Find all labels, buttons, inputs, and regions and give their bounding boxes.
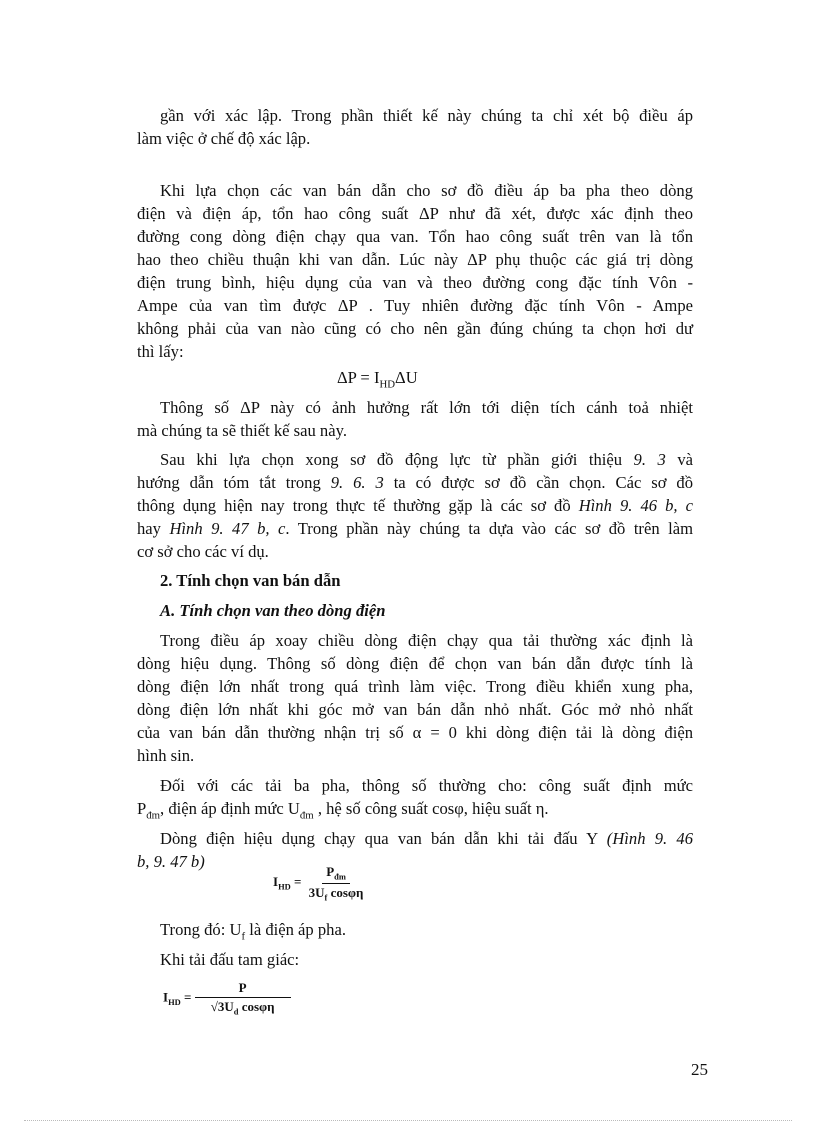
figure-reference: Hình 9. 46 b, c xyxy=(578,496,693,515)
formula-lhs: I xyxy=(273,874,279,890)
subsection-heading: A. Tính chọn van theo dòng điện xyxy=(160,601,386,620)
formula-rhs: ΔU xyxy=(395,368,418,387)
text-line: Trong điều áp xoay chiều dòng điện chạy qua tải thường xác định là xyxy=(160,631,693,650)
text-line: hao theo chiều thuận khi van dẫn. Lúc này ΔP phụ thuộc các giá trị dòng xyxy=(137,250,693,269)
text-line: điện và điện áp, tổn hao công suất ΔP như đã xét, được xác định theo xyxy=(137,204,693,223)
reference-link: 9. 6. 3 xyxy=(330,473,384,492)
section-heading: 2. Tính chọn van bán dẫn xyxy=(160,571,341,590)
text-line xyxy=(160,920,346,946)
text-line: làm việc ở chế độ xác lập. xyxy=(137,129,311,148)
fraction xyxy=(305,864,368,902)
subscript: đm xyxy=(146,809,161,822)
den-sub: d xyxy=(233,1006,239,1017)
text-line xyxy=(160,829,693,849)
den-rest: cosφη xyxy=(327,884,364,900)
text-span: Trong đó: U xyxy=(160,920,242,939)
text-span: Sau khi lựa chọn xong sơ đồ động lực từ phần giới thiệu xyxy=(160,450,623,469)
text-span: hay xyxy=(137,519,161,538)
text-span: . Trong phần này chúng ta dựa vào các sơ đồ trên làm xyxy=(285,519,693,538)
page-number: 25 xyxy=(691,1060,708,1079)
reference-link: 9. 3 xyxy=(633,450,666,469)
numerator xyxy=(322,864,350,884)
text-line: thì lấy: xyxy=(137,342,184,361)
numerator xyxy=(195,980,291,998)
text-line xyxy=(137,496,693,516)
text-span: P xyxy=(137,799,147,818)
den-rest: cosφη xyxy=(238,999,275,1014)
text-line xyxy=(137,473,693,493)
text-line: điện trung bình, hiệu dụng của van và theo đường cong đặc tính Vôn - xyxy=(137,273,693,292)
num-text: P xyxy=(238,980,247,995)
denominator xyxy=(207,998,279,1017)
text-line: của van bán dẫn thường nhận trị số α = 0 khi dòng điện tải là dòng điện xyxy=(137,723,693,742)
den-text: 3U xyxy=(308,884,325,900)
text-line: hình sin. xyxy=(137,746,195,765)
num-text: P xyxy=(326,864,335,879)
text-line: dòng hiệu dụng. Thông số dòng điện để chọn van bán dẫn được tính là xyxy=(137,654,693,673)
text-line: Đối với các tải ba pha, thông số thường cho: công suất định mức xyxy=(160,776,693,795)
formula-sub: HD xyxy=(278,881,291,892)
text-line: dòng điện lớn nhất khi góc mở van bán dẫn nhỏ nhất. Góc mở nhỏ nhất xyxy=(137,700,693,719)
text-line: dòng điện lớn nhất trong quá trình làm việc. Trong điều khiển xung pha, xyxy=(137,677,693,696)
text-line: Khi lựa chọn các van bán dẫn cho sơ đồ điều áp ba pha theo dòng xyxy=(160,181,693,200)
text-span: , hệ số công suất cosφ, hiệu suất η. xyxy=(313,799,549,818)
text-line: cơ sở cho các ví dụ. xyxy=(137,542,269,561)
text-line: đường cong dòng điện chạy qua van. Tổn hao công suất trên van là tổn xyxy=(137,227,693,246)
denominator xyxy=(305,884,368,903)
text-line: Khi tải đấu tam giác: xyxy=(160,950,300,969)
den-text: √3U xyxy=(210,999,234,1014)
text-span: ta có được sơ đồ cần chọn. Các sơ đồ xyxy=(393,473,693,492)
text-line: Thông số ΔP này có ảnh hưởng rất lớn tới diện tích cánh toả nhiệt xyxy=(160,398,693,417)
text-span: là điện áp pha. xyxy=(245,920,346,939)
formula-lhs: ΔP = I xyxy=(337,368,380,387)
fraction xyxy=(195,980,291,1017)
formula-eq: = xyxy=(180,989,195,1005)
text-line: không phải của van nào cũng có cho nên gần đúng chúng ta chọn hơi dư xyxy=(137,319,693,338)
formula-lhs: I xyxy=(163,989,169,1005)
figure-reference: (Hình 9. 46 xyxy=(606,829,693,848)
text-line xyxy=(137,519,693,539)
text-line: gần với xác lập. Trong phần thiết kế này chúng ta chỉ xét bộ điều áp xyxy=(160,106,693,125)
text-span: Dòng điện hiệu dụng chạy qua van bán dẫn khi tải đấu Y xyxy=(160,829,598,848)
text-line xyxy=(137,799,549,825)
text-line xyxy=(160,450,693,470)
subscript: đm xyxy=(299,809,314,822)
text-line: mà chúng ta sẽ thiết kế sau này. xyxy=(137,421,347,440)
page-border xyxy=(24,1120,792,1121)
num-sub: đm xyxy=(334,871,346,882)
figure-reference: Hình 9. 47 b, c xyxy=(169,519,286,538)
text-span: hướng dẫn tóm tắt trong xyxy=(137,473,321,492)
text-line: b, 9. 47 b) xyxy=(137,852,205,871)
formula-sub: HD xyxy=(379,378,396,391)
formula-current-star xyxy=(273,864,367,902)
formula-eq: = xyxy=(290,874,305,890)
formula-power-loss xyxy=(337,368,418,390)
den-sub: f xyxy=(324,892,328,903)
text-span: và xyxy=(677,450,694,469)
subscript: f xyxy=(241,930,246,943)
formula-sub: HD xyxy=(168,996,181,1007)
text-span: thông dụng hiện nay trong thực tế thường gặp là các sơ đồ xyxy=(137,496,571,515)
formula-current-delta xyxy=(163,980,291,1017)
text-line: Ampe của van tìm được ΔP . Tuy nhiên đường đặc tính Vôn - Ampe xyxy=(137,296,693,315)
text-span: , điện áp định mức U xyxy=(160,799,300,818)
